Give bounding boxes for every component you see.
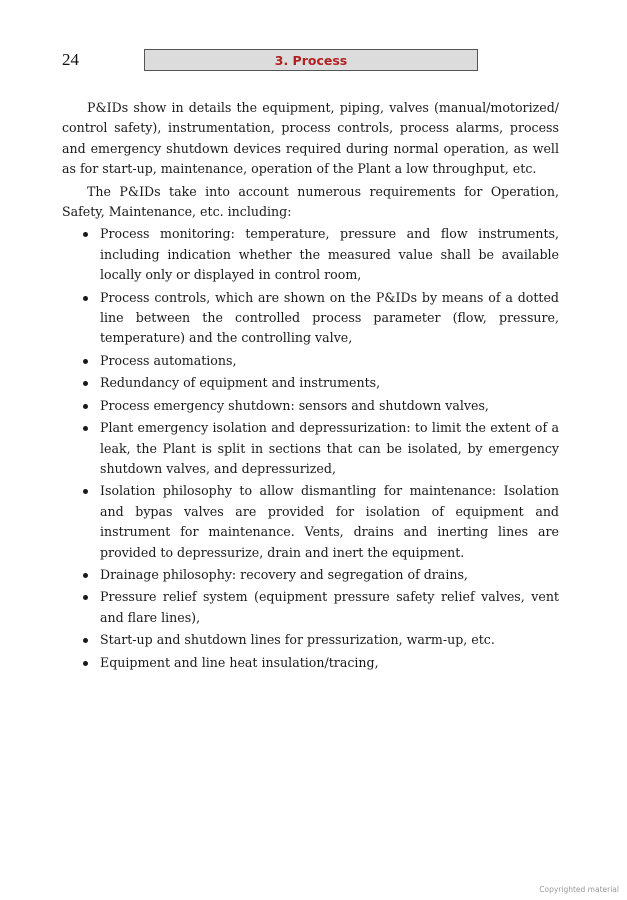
bullet-icon — [83, 638, 88, 643]
list-item — [62, 481, 559, 563]
page-number: 24 — [62, 50, 79, 69]
list-item-text: Drainage philosophy: recovery and segregation of drains, — [100, 566, 468, 582]
list-item-text: Redundancy of equipment and instruments, — [100, 375, 381, 391]
list-item-text: Equipment and line heat insulation/tracing, — [100, 654, 379, 670]
list-item — [62, 351, 559, 371]
bullet-icon — [83, 381, 88, 386]
chapter-header-box — [144, 49, 478, 71]
list-item — [62, 565, 559, 585]
list-item-text: Process automations, — [100, 352, 237, 368]
requirements-paragraph: The P&IDs take into account numerous requirements for Operation, Safety, Maintenance, etc. including: — [62, 183, 559, 220]
body-text — [62, 98, 559, 675]
list-item-text: Process controls, which are shown on the P&IDs by means of a dotted line between the controlled process parameter (flow, pressure, temperature) and the controlling valve, — [100, 289, 559, 346]
requirements-list — [62, 224, 559, 673]
list-item — [62, 288, 559, 349]
bullet-icon — [83, 573, 88, 578]
list-item-text: Plant emergency isolation and depressurization: to limit the extent of a leak, the Plant is split in sections that can be isolated, by emergency shutdown valves, and depressurized, — [100, 420, 559, 476]
list-item-text: Process emergency shutdown: sensors and shutdown valves, — [100, 397, 489, 413]
list-item — [62, 373, 559, 393]
list-item-text: Start-up and shutdown lines for pressurization, warm-up, etc. — [100, 632, 495, 648]
list-item — [62, 653, 559, 673]
list-item — [62, 418, 559, 479]
copyright-watermark: Copyrighted material — [539, 885, 619, 894]
bullet-icon — [83, 232, 88, 237]
list-item — [62, 630, 559, 650]
bullet-icon — [83, 296, 88, 301]
bullet-icon — [83, 404, 88, 409]
bullet-icon — [83, 426, 88, 431]
list-item — [62, 587, 559, 628]
chapter-title: 3. Process — [274, 53, 348, 68]
bullet-icon — [83, 359, 88, 364]
bullet-icon — [83, 489, 88, 494]
list-item — [62, 224, 559, 285]
list-item-text: Isolation philosophy to allow dismantling for maintenance: Isolation and bypas valves are provided for isolation of equipment and instrument for maintenance. Vents, drains and inerting lines are provided to depressurize, drain and inert the equipment. — [100, 483, 559, 560]
intro-paragraph: P&IDs show in details the equipment, piping, valves (manual/motorized/ control safety), instrumentation, process controls, process alarms, process and emergency shutdown devices required during normal operation, as well as for start-up, maintenance, operation of the Plant a low throughput, etc. — [62, 100, 559, 177]
bullet-icon — [83, 595, 88, 600]
list-item-text: Process monitoring: temperature, pressure and flow instruments, including indication whether the measured value shall be available locally only or displayed in control room, — [100, 226, 559, 283]
list-item-text: Pressure relief system (equipment pressure safety relief valves, vent and flare lines), — [100, 589, 559, 625]
list-item — [62, 396, 559, 416]
bullet-icon — [83, 661, 88, 666]
